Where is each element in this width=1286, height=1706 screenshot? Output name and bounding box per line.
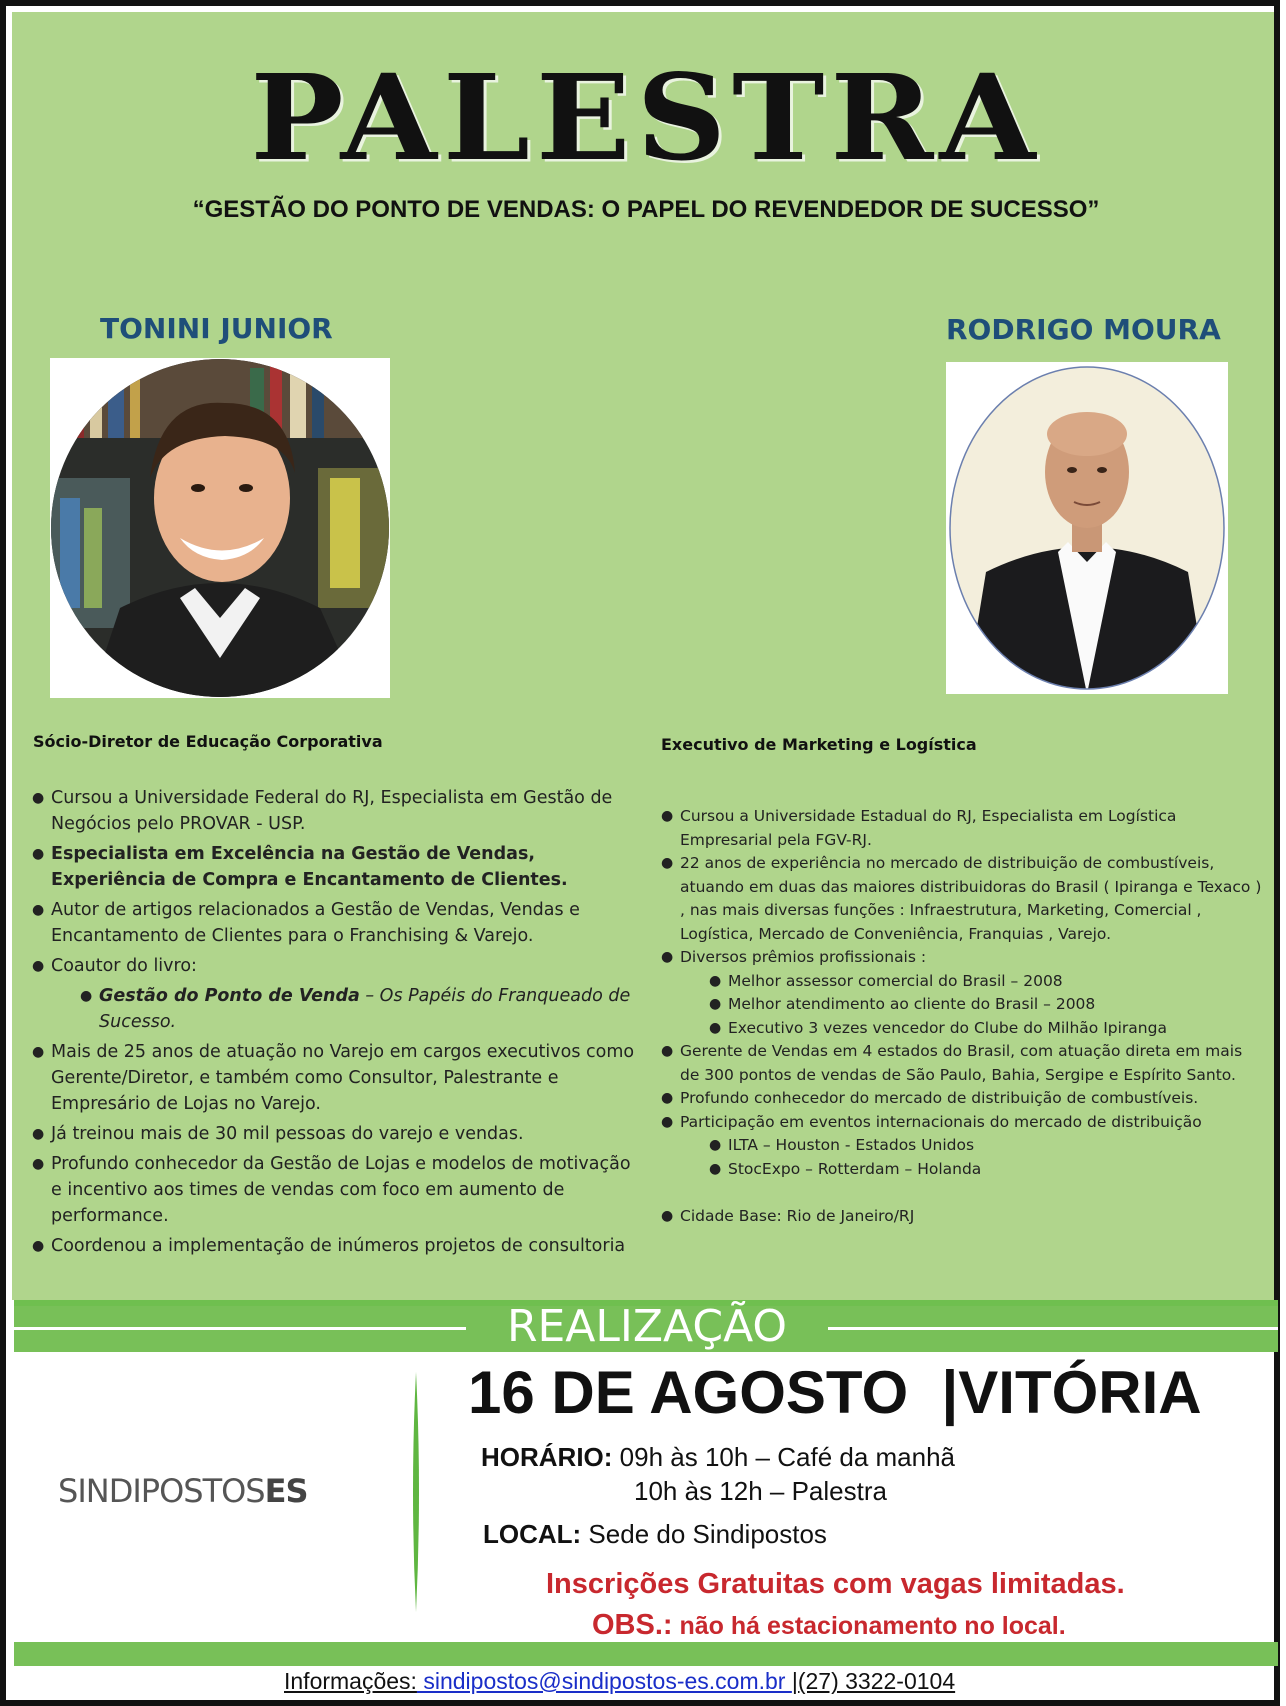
bullet-icon: ● <box>661 855 674 871</box>
list-item-award <box>709 970 1266 994</box>
bio-text: 22 anos de experiência no mercado de distribuição de combustíveis, atuando em duas das maiores distribuidoras do Brasil ( Ipiranga e Texaco ) , nas mais diversas funções : Infraestrutura, Marketing, Comercial , Logística, Mercado de Conveniência, Franquias , Varejo. <box>680 854 1262 943</box>
list-item <box>32 897 639 949</box>
bio-text: Especialista em Excelência na Gestão de Vendas, Experiência de Compra e Encantamento de Clientes. <box>51 844 568 890</box>
bio-text: Gerente de Vendas em 4 estados do Brasil, com atuação direta em mais de 300 pontos de vendas de São Paulo, Bahia, Sergipe e Espírito Santo. <box>680 1042 1243 1084</box>
event-text: ILTA – Houston - Estados Unidos <box>728 1136 975 1154</box>
schedule-line-1 <box>481 1442 955 1473</box>
speaker-left-portrait-image <box>50 358 390 698</box>
footer-band <box>14 1642 1278 1666</box>
parking-note <box>592 1609 1066 1642</box>
band-divider-line-right <box>828 1327 1278 1330</box>
bio-text: Coordenou a implementação de inúmeros projetos de consultoria <box>51 1236 626 1256</box>
bullet-icon: ● <box>32 846 45 862</box>
award-text: Melhor atendimento ao cliente do Brasil – 2008 <box>728 995 1096 1013</box>
bullet-icon: ● <box>709 1160 722 1177</box>
list-item-event <box>709 1158 1266 1182</box>
venue-label: LOCAL: <box>483 1519 582 1549</box>
list-item <box>32 1151 639 1229</box>
vertical-divider-leaf <box>410 1372 422 1612</box>
contact-info <box>284 1668 955 1695</box>
event-text: StocExpo – Rotterdam – Holanda <box>728 1159 982 1178</box>
bullet-icon: ● <box>709 972 722 989</box>
bullet-icon: ● <box>709 996 722 1012</box>
bullet-icon: ● <box>661 949 674 965</box>
speaker-left-photo <box>50 358 390 698</box>
list-item <box>661 1111 1266 1135</box>
bullet-icon: ● <box>32 1238 45 1254</box>
bio-text: Cursou a Universidade Estadual do RJ, Especialista em Logística Empresarial pela FGV-RJ. <box>680 807 1177 849</box>
list-item <box>32 841 639 893</box>
book-title: Gestão do Ponto de Venda <box>99 986 360 1006</box>
logo-text: SINDIPOSTOS <box>58 1472 265 1510</box>
contact-email-link[interactable]: sindipostos@sindipostos-es.com.br <box>416 1668 792 1694</box>
award-text: Executivo 3 vezes vencedor do Clube do Milhão Ipiranga <box>728 1018 1167 1037</box>
bullet-icon: ● <box>32 902 45 918</box>
list-item <box>661 1205 1266 1229</box>
book-subtitle: – Os Papéis do Franqueado de Sucesso. <box>99 986 631 1032</box>
bullet-icon: ● <box>661 1043 674 1059</box>
speaker-left-name: TONINI JUNIOR <box>100 312 333 345</box>
list-item <box>661 946 1266 970</box>
bio-text: Coautor do livro: <box>51 956 197 976</box>
bio-text: Já treinou mais de 30 mil pessoas do varejo e vendas. <box>51 1124 524 1144</box>
award-text: Melhor assessor comercial do Brasil – 2008 <box>728 971 1063 990</box>
schedule-value-1: 09h às 10h – Café da manhã <box>612 1442 956 1472</box>
list-item <box>661 805 1266 852</box>
obs-text: não há estacionamento no local. <box>672 1612 1066 1640</box>
sindipostos-logo <box>58 1472 308 1510</box>
poster-title: PALESTRA <box>250 49 1042 188</box>
logo-suffix: ES <box>264 1472 308 1510</box>
bio-text: Participação em eventos internacionais do mercado de distribuição <box>680 1112 1202 1131</box>
list-item <box>661 1040 1266 1087</box>
speaker-right-role: Executivo de Marketing e Logística <box>661 735 977 754</box>
bullet-icon: ● <box>661 1208 674 1224</box>
bullet-icon: ● <box>32 790 45 806</box>
list-item <box>32 1039 639 1117</box>
list-item <box>32 785 639 837</box>
bio-text: Diversos prêmios profissionais : <box>680 948 927 966</box>
bullet-icon: ● <box>32 1156 45 1172</box>
schedule-label: HORÁRIO: <box>481 1442 613 1472</box>
registration-note: Inscrições Gratuitas com vagas limitadas. <box>546 1568 1125 1600</box>
bullet-icon: ● <box>32 1126 45 1142</box>
bullet-icon: ● <box>661 1113 674 1130</box>
bio-text: Profundo conhecedor do mercado de distribuição de combustíveis. <box>680 1089 1199 1107</box>
bio-text: Cursou a Universidade Federal do RJ, Especialista em Gestão de Negócios pelo PROVAR - USP. <box>51 788 613 834</box>
venue-line <box>483 1519 827 1550</box>
bullet-icon: ● <box>709 1019 722 1036</box>
band-divider-line-left <box>14 1327 466 1330</box>
speaker-left-role: Sócio-Diretor de Educação Corporativa <box>33 732 383 751</box>
obs-label: OBS.: <box>592 1609 673 1641</box>
bullet-icon: ● <box>32 1044 45 1060</box>
contact-label: Informações: <box>284 1668 417 1694</box>
speaker-left-bio-list <box>32 785 639 1256</box>
list-item <box>661 1087 1266 1111</box>
list-item <box>661 852 1266 946</box>
bio-text: Cidade Base: Rio de Janeiro/RJ <box>680 1207 915 1225</box>
realizacao-label: REALIZAÇÃO <box>506 1301 788 1352</box>
schedule-line-2: 10h às 12h – Palestra <box>634 1476 887 1506</box>
list-item-award <box>709 1017 1266 1041</box>
bullet-icon: ● <box>32 958 45 974</box>
venue-value: Sede do Sindipostos <box>581 1519 827 1549</box>
list-item-book <box>80 983 639 1035</box>
bullet-icon: ● <box>661 1090 674 1106</box>
list-item-event <box>709 1134 1266 1158</box>
speaker-right-name: RODRIGO MOURA <box>946 313 1221 346</box>
list-item-award <box>709 993 1266 1017</box>
bullet-icon: ● <box>709 1137 722 1153</box>
bio-text: Autor de artigos relacionados a Gestão de Vendas, Vendas e Encantamento de Clientes para o Franchising & Varejo. <box>51 900 580 946</box>
speaker-right-photo <box>946 362 1228 694</box>
bullet-icon: ● <box>80 988 93 1004</box>
bio-text: Profundo conhecedor da Gestão de Lojas e modelos de motivação e incentivo aos times de vendas com foco em aumento de performance. <box>51 1154 631 1226</box>
contact-phone: |(27) 3322-0104 <box>791 1668 956 1694</box>
speaker-right-bio-list <box>661 805 1266 1229</box>
list-item <box>32 1233 639 1259</box>
event-date-city: 16 DE AGOSTO |VITÓRIA <box>468 1359 1202 1426</box>
list-item <box>32 1121 639 1147</box>
bio-text: Mais de 25 anos de atuação no Varejo em cargos executivos como Gerente/Diretor, e também como Consultor, Palestrante e Empresário de Lojas no Varejo. <box>51 1042 635 1114</box>
bullet-icon: ● <box>661 808 674 824</box>
speaker-right-portrait-image <box>946 362 1228 694</box>
poster-subtitle: “GESTÃO DO PONTO DE VENDAS: O PAPEL DO REVENDEDOR DE SUCESSO” <box>192 196 1100 223</box>
list-item <box>32 953 639 979</box>
